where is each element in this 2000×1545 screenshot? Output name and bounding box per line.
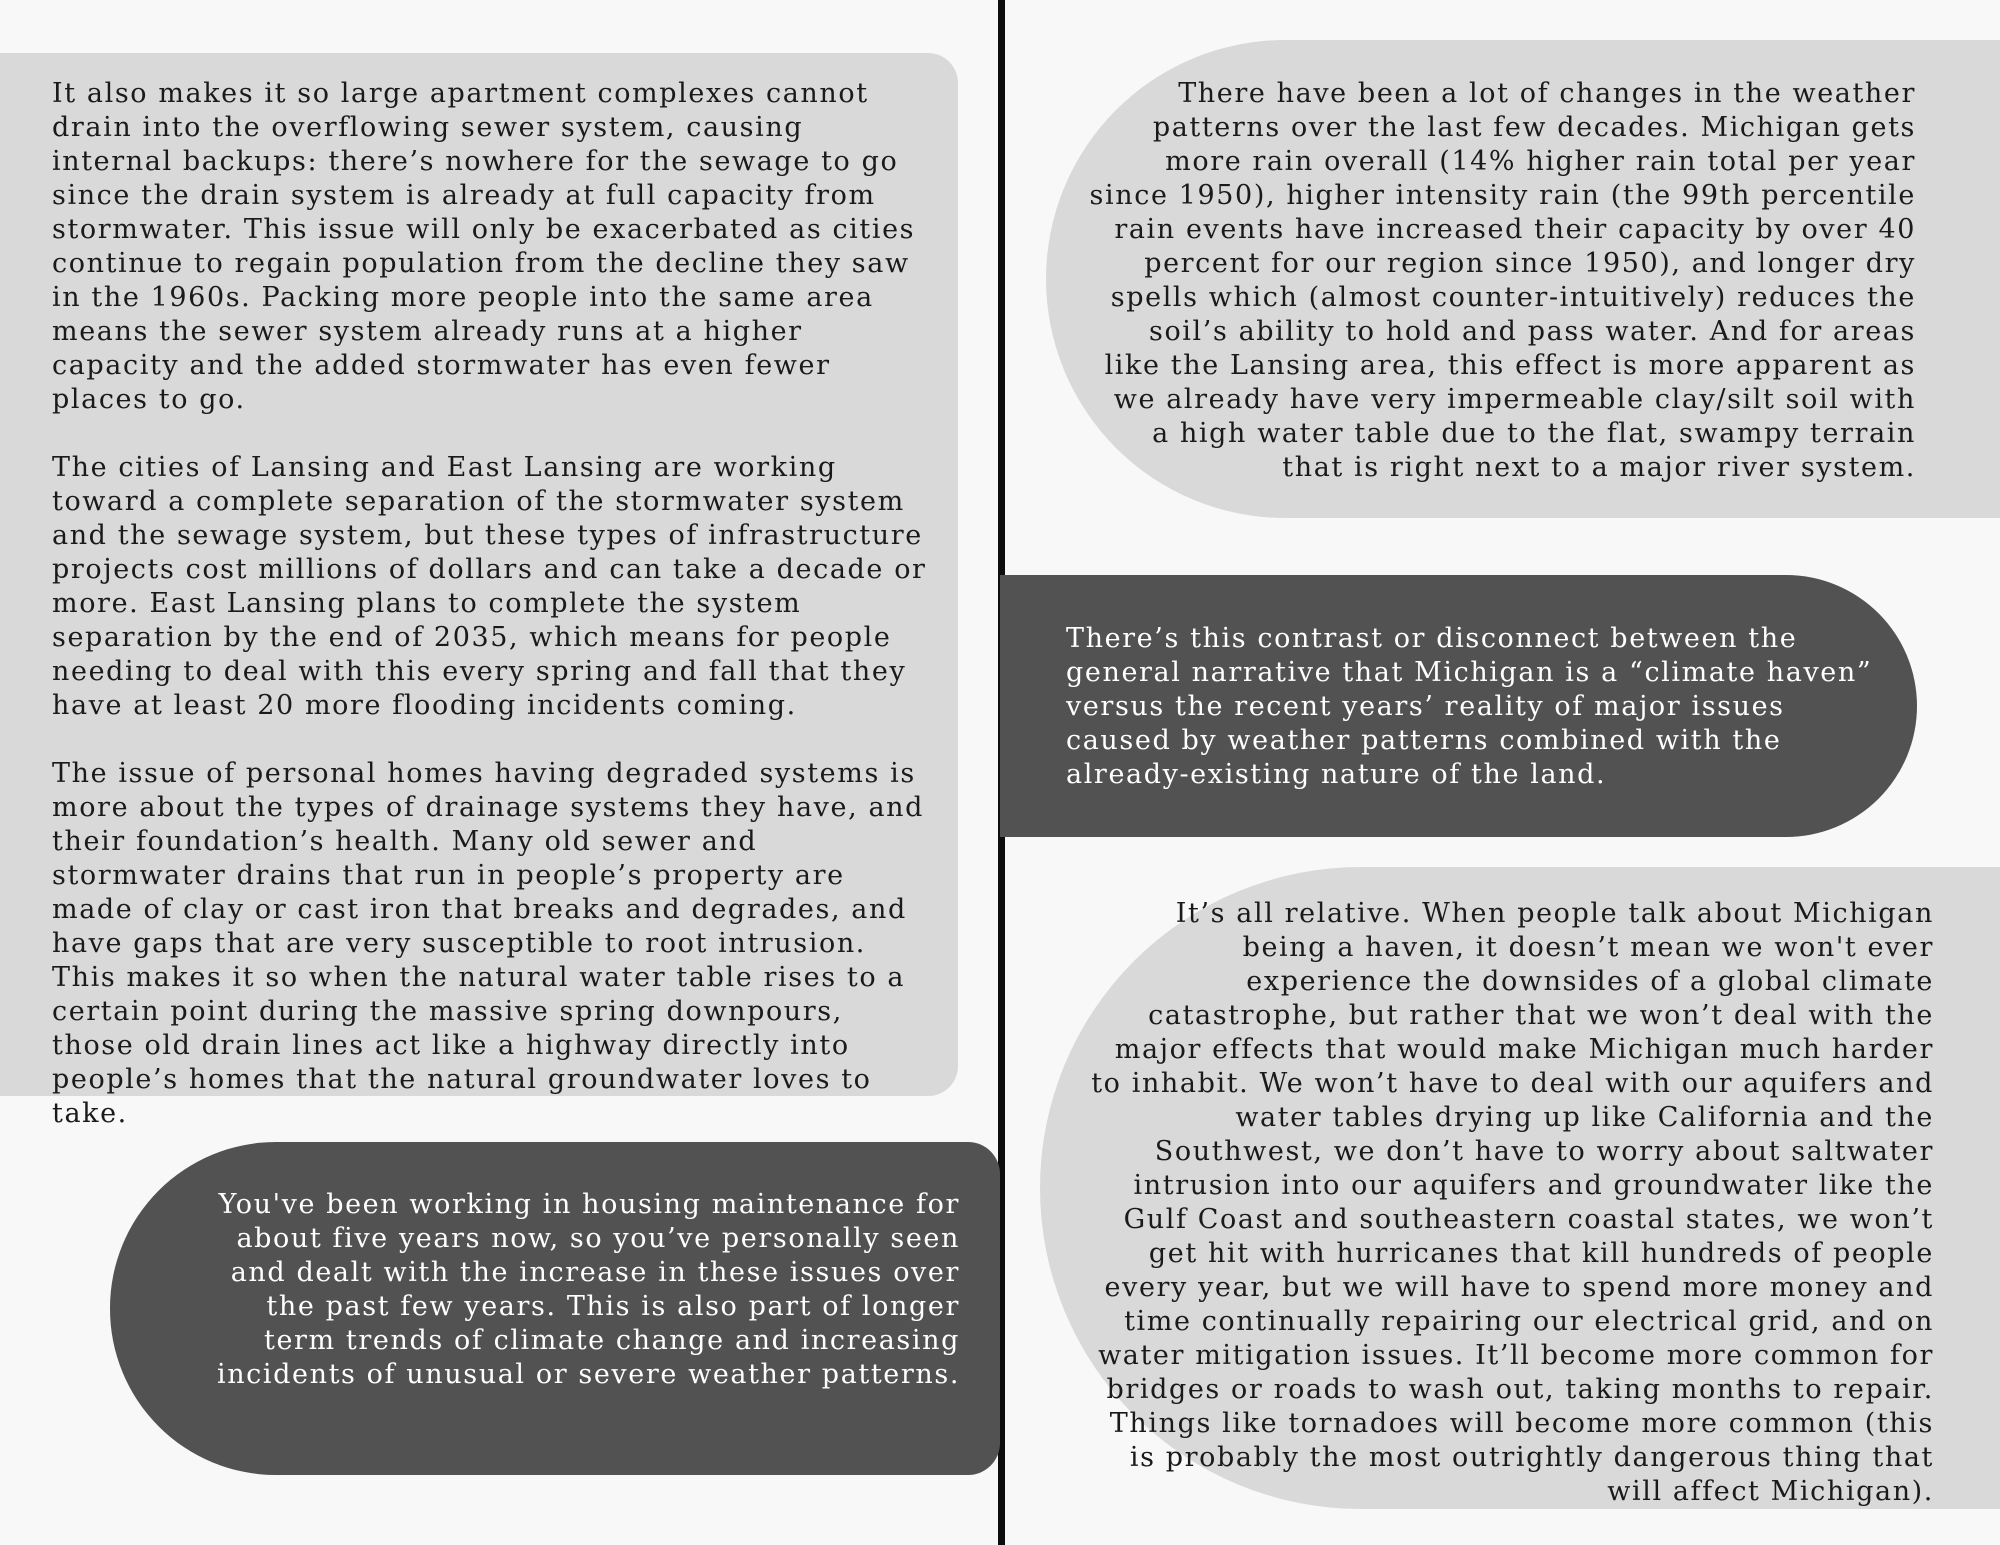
right-top-text-block	[1046, 40, 2000, 518]
right-bottom-text: It’s all relative. When people talk about Michigan being a haven, it doesn’t mean we won't ever experience the downsides of a global climate catastrophe, but rather that we won’t deal with the major effects that would make Michigan much harder to inhabit. We won’t have to deal with our aquifers and water tables drying up like California and the Southwest, we don’t have to worry about saltwater intrusion into our aquifers and groundwater like the Gulf Coast and southeastern coastal states, we won’t get hit with hurricanes that kill hundreds of people every year, but we will have to spend more money and time continually repairing our electrical grid, and on water mitigation issues. It’ll become more common for bridges or roads to wash out, taking months to repair. Things like tornadoes will become more common (this is probably the most outrightly dangerous thing that will affect Michigan).	[1091, 898, 1934, 1507]
right-quote-block	[1000, 575, 1917, 837]
right-top-text: There have been a lot of changes in the weather patterns over the last few decades. Michigan gets more rain overall (14% higher rain total per year since 1950), higher intensity rain (the 99th percentile rain events have increased their capacity by over 40 percent for our region since 1950), and longer dry spells which (almost counter-intuitively) reduces the soil’s ability to hold and pass water. And for areas like the Lansing area, this effect is more apparent as we already have very impermeable clay/silt soil with a high water table due to the flat, swampy terrain that is right next to a major river system.	[1089, 78, 1916, 483]
left-paragraph-2: The cities of Lansing and East Lansing are working toward a complete separation of the stormwater system and the sewage system, but these types of infrastructure projects cost millions of dollars and can take a decade or more. East Lansing plans to complete the system separation by the end of 2035, which means for people needing to deal with this every spring and fall that they have at least 20 more flooding incidents coming.	[52, 452, 927, 721]
left-quote-text: You've been working in housing maintenance for about five years now, so you’ve personally seen and dealt with the increase in these issues over the past few years. This is also part of longer term trends of climate change and increasing incidents of unusual or severe weather patterns.	[216, 1189, 960, 1390]
left-paragraph-3: The issue of personal homes having degraded systems is more about the types of drainage systems they have, and their foundation’s health. Many old sewer and stormwater drains that run in people’s property are made of clay or cast iron that breaks and degrades, and have gaps that are very susceptible to root intrusion. This makes it so when the natural water table rises to a certain point during the massive spring downpours, those old drain lines act like a highway directly into people’s homes that the natural groundwater loves to take.	[52, 758, 925, 1129]
right-quote-text: There’s this contrast or disconnect between the general narrative that Michigan is a “climate haven” versus the recent years’ reality of major issues caused by weather patterns combined with the already-existing nature of the land.	[1066, 623, 1873, 790]
left-quote-block	[110, 1142, 1000, 1475]
left-text-block	[0, 53, 958, 1129]
right-bottom-text-block	[1040, 867, 2000, 1509]
left-paragraph-1: It also makes it so large apartment complexes cannot drain into the overflowing sewer system, causing internal backups: there’s nowhere for the sewage to go since the drain system is already at full capacity from stormwater. This issue will only be exacerbated as cities continue to regain population from the decline they saw in the 1960s. Packing more people into the same area means the sewer system already runs at a higher capacity and the added stormwater has even fewer places to go.	[52, 78, 916, 415]
